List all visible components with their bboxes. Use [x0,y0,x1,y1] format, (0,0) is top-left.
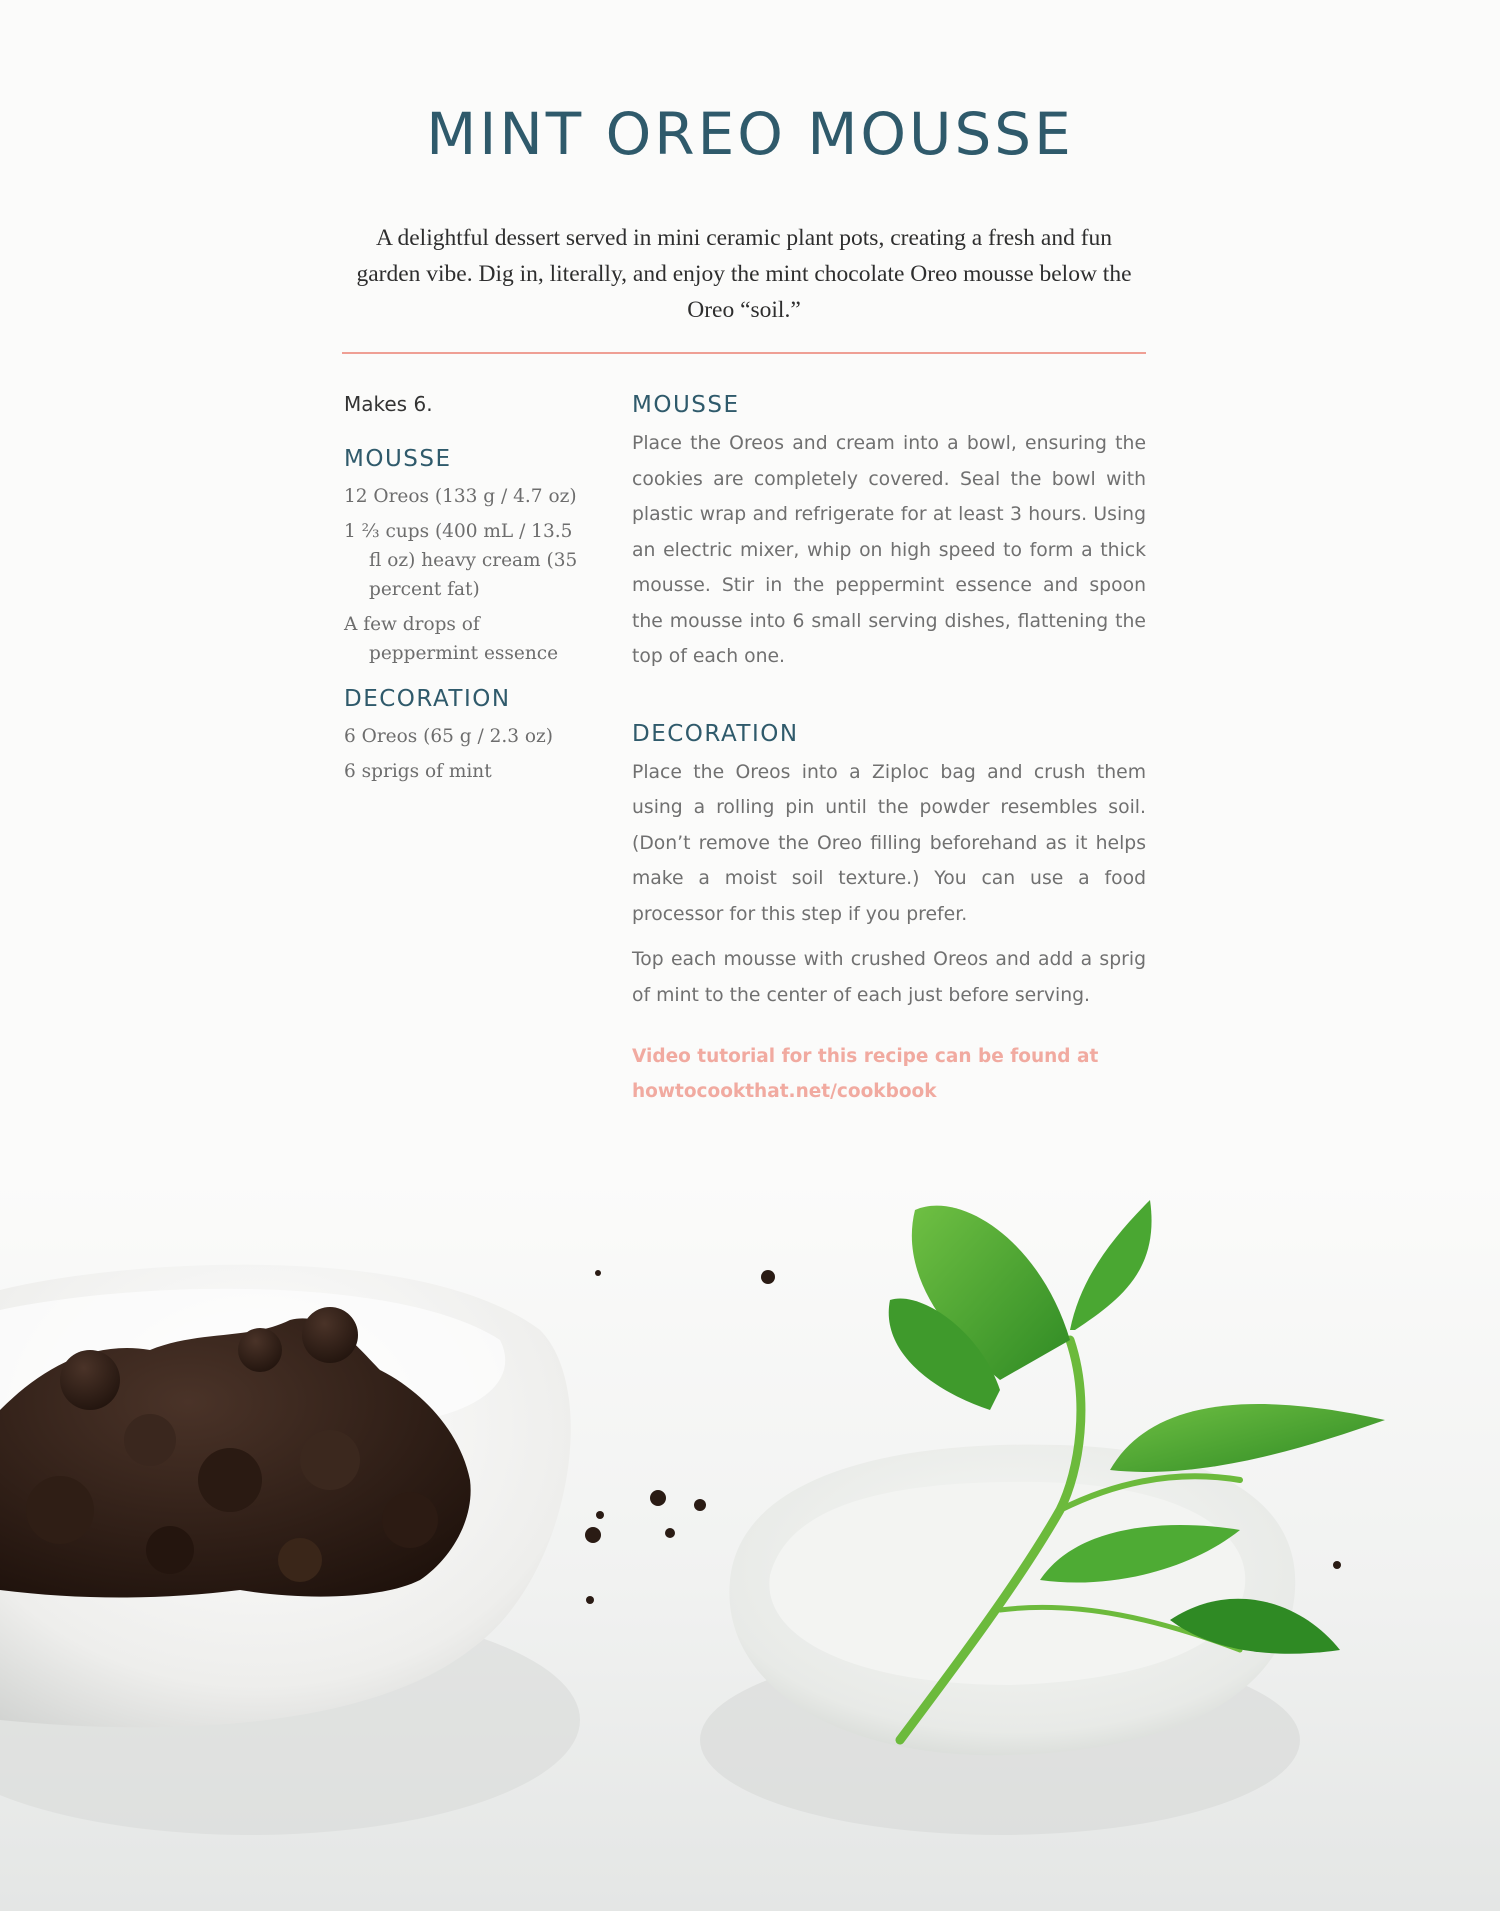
decoration-ingredient-list [344,722,584,786]
method-column [632,392,1146,1109]
ingredient-item: 12 Oreos (133 g / 4.7 oz) [344,486,577,507]
ingredient-item: 6 sprigs of mint [344,761,492,782]
yield-text: Makes 6. [344,392,433,416]
method-mousse-heading: MOUSSE [632,392,740,418]
ingredient-item: 1 ⅔ cups (400 mL / 13.5 fl oz) heavy cream (35 percent fat) [344,521,578,600]
food-photo [0,1180,1500,1911]
spacer [632,685,1146,721]
video-note-link[interactable]: howtocookthat.net/cookbook [632,1081,937,1102]
section-divider [342,352,1146,354]
mousse-ingredient-list [344,482,584,668]
method-decoration-text-1: Place the Oreos into a Ziploc bag and crush them using a rolling pin until the powder resembles soil. (Don’t remove the Oreo filling beforehand as it helps make a moist soil texture.) You can use a food processor for this step if you prefer. [632,761,1146,925]
method-mousse-text: Place the Oreos and cream into a bowl, ensuring the cookies are completely covered. Seal the bowl with plastic wrap and refrigerate for at least 3 hours. Using an electric mixer, whip on high speed to form a thick mousse. Stir in the peppermint essence and spoon the mousse into 6 small serving dishes, flattening the top of each one. [632,433,1146,667]
ingredients-decoration-heading: DECORATION [344,686,511,712]
video-note-line-1: Video tutorial for this recipe can be found at [632,1046,1099,1067]
method-decoration-heading: DECORATION [632,720,799,747]
ingredients-column [344,392,584,804]
recipe-intro: A delightful dessert served in mini ceramic plant pots, creating a fresh and fun garden vibe. Dig in, literally, and enjoy the mint chocolate Oreo mousse below the Oreo “soil.” [356,225,1132,323]
ingredients-mousse-heading: MOUSSE [344,446,452,472]
method-decoration-text-2: Top each mousse with crushed Oreos and add a sprig of mint to the center of each just before serving. [632,949,1146,1006]
ingredient-item: 6 Oreos (65 g / 2.3 oz) [344,726,554,747]
recipe-title: MINT OREO MOUSSE [426,100,1074,168]
video-tutorial-note [632,1039,1146,1109]
ingredient-item: A few drops of peppermint essence [344,614,559,664]
